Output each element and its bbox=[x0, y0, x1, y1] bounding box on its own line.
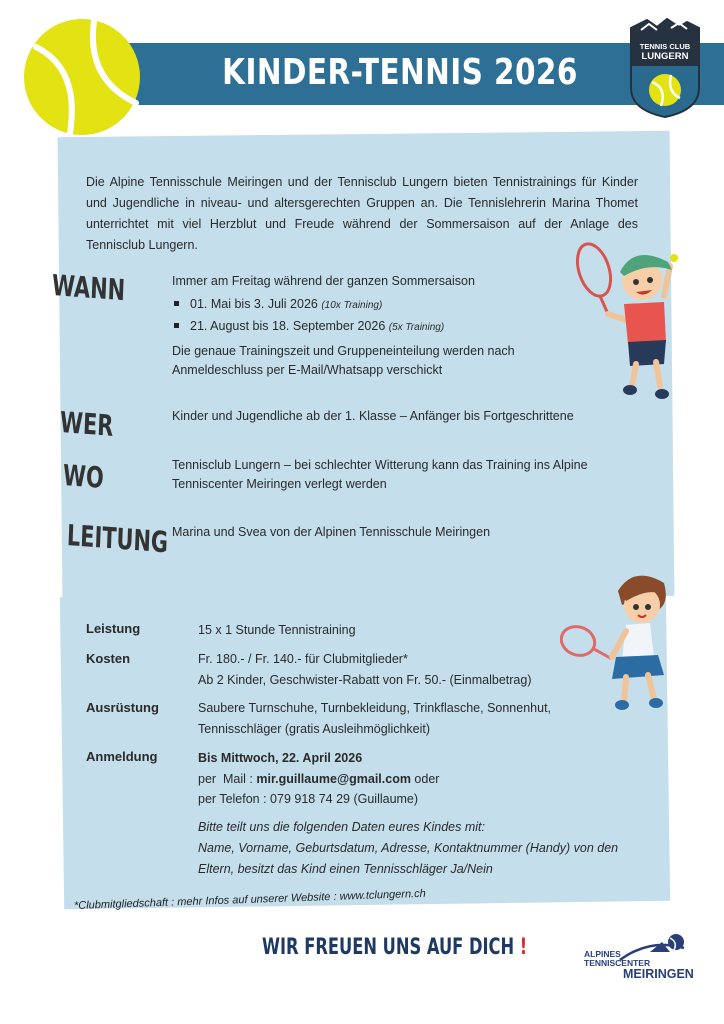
club-logo-line-2: LUNGERN bbox=[641, 51, 689, 62]
list-item: 01. Mai bis 3. Juli 2026 (10x Training) bbox=[172, 295, 444, 317]
kosten-label: Kosten bbox=[86, 651, 131, 666]
kosten-value bbox=[198, 649, 638, 690]
anmeldung-mail-line: per Mail : mir.guillaume@gmail.com oder bbox=[198, 771, 440, 786]
tennis-club-lungern-logo bbox=[627, 18, 703, 118]
center-logo-line-3: MEIRINGEN bbox=[623, 967, 694, 981]
kosten-line-1: Fr. 180.- / Fr. 140.- für Clubmitglieder* bbox=[198, 652, 408, 666]
ausruestung-value: Saubere Turnschuhe, Turnbekleidung, Trinkflasche, Sonnenhut, Tennisschläger (gratis Ausleihmöglichkeit) bbox=[198, 701, 552, 736]
tennis-ball-icon bbox=[22, 17, 142, 137]
email-link[interactable]: mir.guillaume@gmail.com bbox=[256, 771, 411, 786]
wo-heading: WO bbox=[62, 458, 105, 495]
anmeldung-deadline: Bis Mittwoch, 22. April 2026 bbox=[198, 751, 363, 765]
anmeldung-request bbox=[198, 817, 638, 880]
club-logo-line-1: TENNIS CLUB bbox=[639, 42, 691, 51]
anmeldung-phone: per Telefon : 079 918 74 29 (Guillaume) bbox=[198, 792, 419, 806]
wann-dates-list bbox=[172, 295, 444, 339]
leistung-label: Leistung bbox=[86, 621, 141, 636]
request-intro: Bitte teilt uns die folgenden Daten eures Kindes mit: bbox=[198, 820, 485, 834]
intro-paragraph: Die Alpine Tennisschule Meiringen und der Tennisclub Lungern bieten Tennistrainings für Kinder und Jugendliche in niveau- und altersgerechten Gruppen an. Die Tennislehrerin Marina Thomet unterrichtet mit viel Herzblut und Freude während der Sommersaison auf der Anlage des Tennisclub Lungern. bbox=[86, 175, 638, 252]
wer-text: Kinder und Jugendliche ab der 1. Klasse – Anfänger bis Fortgeschrittene bbox=[172, 409, 574, 423]
wo-text: Tennisclub Lungern – bei schlechter Witterung kann das Training ins Alpine Tenniscenter Meiringen verlegt werden bbox=[172, 458, 588, 491]
wann-info-text: Die genaue Trainingszeit und Gruppeneinteilung werden nach Anmeldeschluss per E-Mail/Whatsapp verschickt bbox=[172, 344, 515, 377]
leistung-value: 15 x 1 Stunde Tennistraining bbox=[198, 623, 356, 637]
page-title: KINDER-TENNIS 2026 bbox=[222, 52, 578, 93]
boy-tennis-player-illustration bbox=[572, 236, 692, 408]
anmeldung-label: Anmeldung bbox=[86, 749, 158, 764]
wann-text: Immer am Freitag während der ganzen Sommersaison bbox=[172, 274, 475, 288]
leitung-heading: LEITUNG bbox=[66, 518, 169, 560]
wann-heading: WANN bbox=[51, 268, 126, 308]
girl-tennis-player-illustration bbox=[560, 565, 680, 720]
anmeldung-value bbox=[198, 748, 638, 810]
ausruestung-label: Ausrüstung bbox=[86, 700, 159, 715]
leitung-text: Marina und Svea von der Alpinen Tennisschule Meiringen bbox=[172, 525, 491, 539]
list-item: 21. August bis 18. September 2026 (5x Training) bbox=[172, 317, 444, 339]
closing-slogan: WIR FREUEN UNS AUF DICH ! bbox=[262, 935, 528, 960]
footnote: *Clubmitgliedschaft : mehr Infos auf unserer Website : www.tclungern.ch bbox=[73, 887, 426, 912]
wer-heading: WER bbox=[59, 405, 114, 443]
kosten-line-2: Ab 2 Kinder, Geschwister-Rabatt von Fr. 50.- (Einmalbetrag) bbox=[198, 672, 532, 687]
alpines-tenniscenter-logo bbox=[580, 930, 704, 982]
request-fields: Name, Vorname, Geburtsdatum, Adresse, Kontaktnummer (Handy) von den Eltern, besitzt das Kind einen Tennisschläger Ja/Nein bbox=[198, 841, 619, 876]
center-logo-line-2: TENNISCENTER bbox=[584, 958, 651, 968]
center-logo-line-1: ALPINES bbox=[584, 949, 621, 959]
